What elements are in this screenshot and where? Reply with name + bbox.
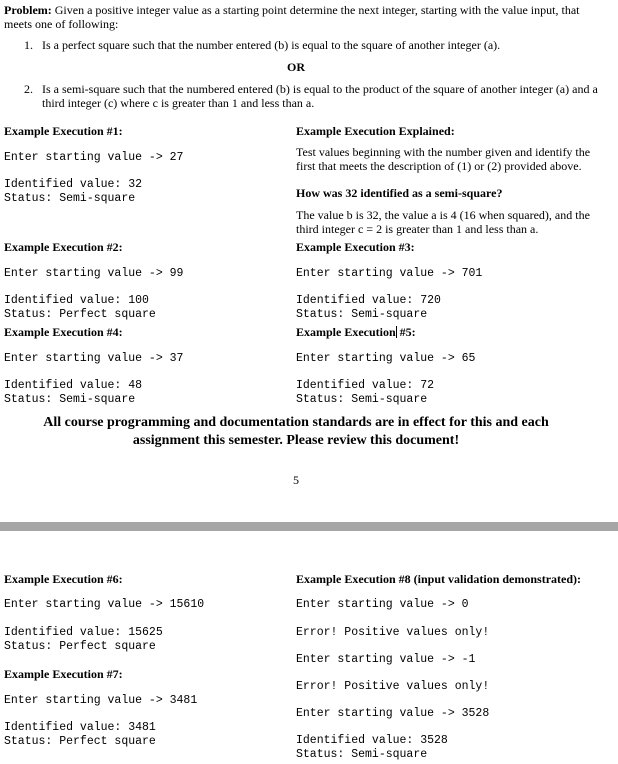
or-separator: OR <box>287 60 305 74</box>
example-2-status: Status: Perfect square <box>4 308 156 321</box>
criteria-item-text: Is a perfect square such that the number entered (b) is equal to the square of another integer (a). <box>42 38 501 52</box>
example-1-status: Status: Semi-square <box>4 192 136 205</box>
criteria-item-number: 2. <box>24 82 33 96</box>
example-1-identified: Identified value: 32 <box>4 178 143 191</box>
example-2-heading: Example Execution #2: <box>4 240 123 254</box>
example-5-heading <box>296 325 416 339</box>
example-6-heading: Example Execution #6: <box>4 572 123 586</box>
example-7-prompt: Enter starting value -> 3481 <box>4 694 198 707</box>
example-5-prompt: Enter starting value -> 65 <box>296 352 476 365</box>
example-6-identified: Identified value: 15625 <box>4 626 163 639</box>
example-8-heading: Example Execution #8 (input validation demonstrated): <box>296 572 582 586</box>
example-4-prompt: Enter starting value -> 37 <box>4 352 184 365</box>
example-4-identified: Identified value: 48 <box>4 379 143 392</box>
standards-notice: All course programming and documentation standards are in effect for this and each assignment this semester. Please review this document! <box>43 415 549 448</box>
problem-statement <box>4 3 604 31</box>
problem-label: Problem: <box>4 3 52 17</box>
example-4-heading: Example Execution #4: <box>4 325 123 339</box>
example-5-status: Status: Semi-square <box>296 393 428 406</box>
problem-text: Given a positive integer value as a starting point determine the next integer, starting with the value input, that meets one of following: <box>4 3 580 31</box>
example-1-heading: Example Execution #1: <box>4 124 123 138</box>
example-8-error-1: Error! Positive values only! <box>296 626 490 639</box>
page-number: 5 <box>293 473 299 487</box>
page-separator <box>0 522 618 531</box>
example-4-status: Status: Semi-square <box>4 393 136 406</box>
example-5-heading-part-1: Example Execution <box>296 325 396 339</box>
document-page-6 <box>0 531 618 764</box>
example-7-identified: Identified value: 3481 <box>4 721 156 734</box>
example-3-identified: Identified value: 720 <box>296 294 441 307</box>
example-3-heading: Example Execution #3: <box>296 240 415 254</box>
example-8-prompt-2: Enter starting value -> -1 <box>296 653 476 666</box>
example-1-prompt: Enter starting value -> 27 <box>4 151 184 164</box>
example-5-identified: Identified value: 72 <box>296 379 435 392</box>
example-6-prompt: Enter starting value -> 15610 <box>4 598 205 611</box>
example-8-prompt-3: Enter starting value -> 3528 <box>296 707 490 720</box>
explained-heading: Example Execution Explained: <box>296 124 455 138</box>
example-8-prompt-1: Enter starting value -> 0 <box>296 598 469 611</box>
example-6-status: Status: Perfect square <box>4 640 156 653</box>
example-7-heading: Example Execution #7: <box>4 667 123 681</box>
example-8-identified: Identified value: 3528 <box>296 734 448 747</box>
explained-text: Test values beginning with the number given and identify the first that meets the description of (1) or (2) provided above. <box>296 145 591 173</box>
example-8-status: Status: Semi-square <box>296 748 428 761</box>
example-2-identified: Identified value: 100 <box>4 294 149 307</box>
example-7-status: Status: Perfect square <box>4 735 156 748</box>
criteria-item-number: 1. <box>24 38 33 52</box>
example-3-status: Status: Semi-square <box>296 308 428 321</box>
example-3-prompt: Enter starting value -> 701 <box>296 267 483 280</box>
explained-question: How was 32 identified as a semi-square? <box>296 186 503 200</box>
example-5-heading-part-2: #5: <box>396 325 416 339</box>
explained-answer: The value b is 32, the value a is 4 (16 when squared), and the third integer c = 2 is greater than 1 and less than a. <box>296 208 590 236</box>
example-2-prompt: Enter starting value -> 99 <box>4 267 184 280</box>
criteria-item-text: Is a semi-square such that the numbered entered (b) is equal to the product of the square of another integer (a) and a third integer (c) where c is greater than 1 and less than a. <box>42 82 598 110</box>
example-8-error-2: Error! Positive values only! <box>296 680 490 693</box>
